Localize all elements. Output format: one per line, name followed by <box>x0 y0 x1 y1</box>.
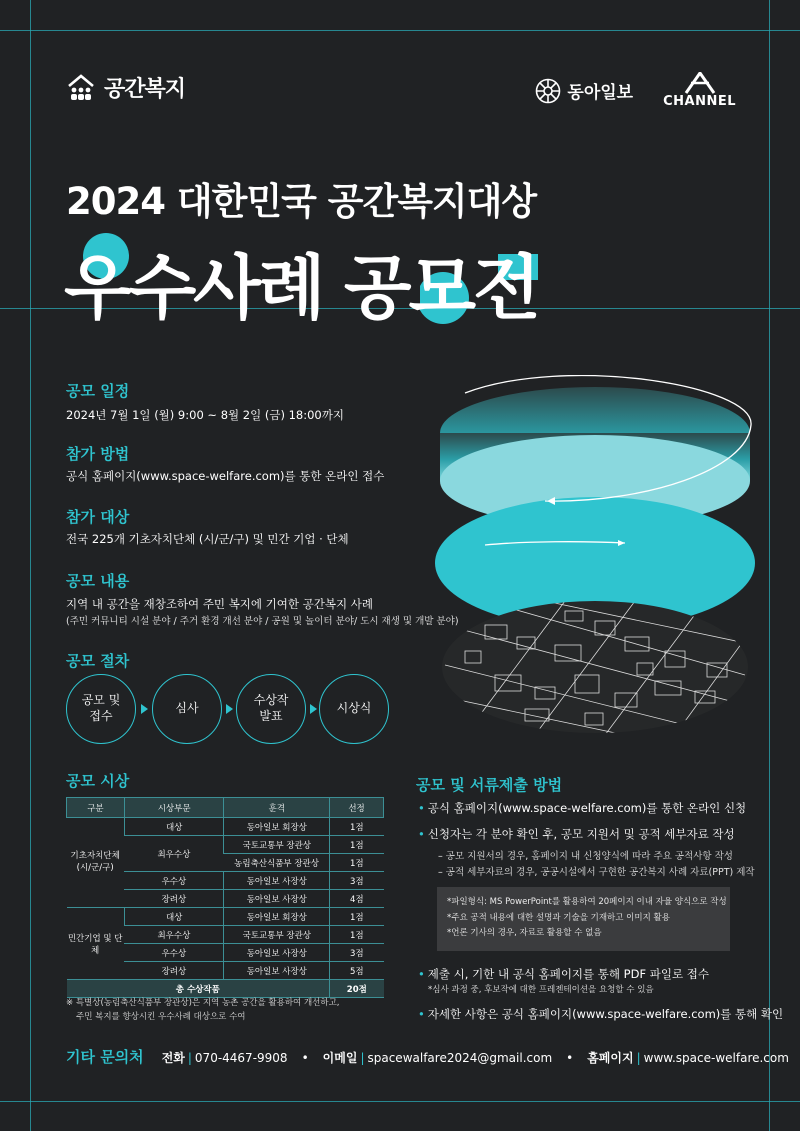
honor-cell: 국토교통부 장관상 <box>224 926 330 944</box>
process-step-announce: 수상작 발표 <box>236 674 306 744</box>
space-welfare-logo <box>66 72 185 103</box>
category-cell: 장려상 <box>124 890 224 908</box>
web-value[interactable]: www.space-welfare.com <box>643 1051 789 1065</box>
method-text: 공식 홈페이지(www.space-welfare.com)를 통한 온라인 접수 <box>66 469 385 483</box>
web-label: 홈페이지 <box>587 1051 634 1065</box>
bullet-icon: • <box>418 827 425 841</box>
phone-value: 070-4467-9908 <box>194 1051 288 1065</box>
process-step-apply: 공모 및 접수 <box>66 674 136 744</box>
awards-table <box>66 797 384 998</box>
column-header: 선정 <box>330 798 384 818</box>
arrow-icon <box>141 704 148 714</box>
channel-a-logo <box>663 72 736 109</box>
guide-line <box>30 0 31 1131</box>
contact-heading: 기타 문의처 <box>66 1048 144 1066</box>
count-cell: 1점 <box>330 854 384 872</box>
separator-dot: • <box>566 1051 574 1065</box>
logo-text: 공간복지 <box>104 77 186 102</box>
honor-cell: 동아일보 사장상 <box>224 890 330 908</box>
honor-cell: 농림축산식품부 장관상 <box>224 854 330 872</box>
arrow-icon <box>310 704 317 714</box>
count-cell: 1점 <box>330 926 384 944</box>
honor-cell: 동아일보 회장상 <box>224 908 330 926</box>
process-heading: 공모 절차 <box>66 652 130 670</box>
submission-heading: 공모 및 서류제출 방법 <box>416 776 563 794</box>
count-cell: 4점 <box>330 890 384 908</box>
awards-heading: 공모 시상 <box>66 772 130 790</box>
honor-cell: 국토교통부 장관상 <box>224 836 330 854</box>
category-cell: 장려상 <box>124 962 224 980</box>
group-cell: 기초자치단체 (시/군/구) <box>67 818 125 908</box>
group-cell: 민간기업 및 단체 <box>67 908 125 980</box>
contact-email: 이메일 | spacewalfare2024@gmail.com <box>322 1051 553 1065</box>
total-row <box>67 980 384 998</box>
process-step-review: 심사 <box>152 674 222 744</box>
count-cell: 3점 <box>330 872 384 890</box>
submission-item <box>418 966 709 982</box>
count-cell: 5점 <box>330 962 384 980</box>
house-icon <box>66 73 96 103</box>
channel-logo-text: CHANNEL <box>663 94 736 109</box>
guide-line <box>769 0 770 1131</box>
count-cell: 1점 <box>330 908 384 926</box>
submission-text: 자세한 사항은 공식 홈페이지(www.space-welfare.com)를 통해 확인 <box>427 1007 784 1021</box>
submission-item <box>418 826 735 842</box>
table-row <box>67 818 384 836</box>
schedule-heading: 공모 일정 <box>66 382 130 400</box>
submission-subtext: – 공적 세부자료의 경우, 공공시설에서 구현한 공간복지 사례 자료(PPT) 제작 <box>438 867 755 878</box>
page-subtitle: 2024 대한민국 공간복지대상 <box>66 180 537 223</box>
contact-phone: 전화 | 070-4467-9908 <box>161 1051 288 1065</box>
schedule-text: 2024년 7월 1일 (월) 9:00 ~ 8월 2일 (금) 18:00까지 <box>66 408 344 422</box>
submission-text: 공식 홈페이지(www.space-welfare.com)를 통한 온라인 신청 <box>427 801 747 815</box>
sponsor-logos <box>535 72 736 109</box>
table-row <box>67 908 384 926</box>
content-heading: 공모 내용 <box>66 572 130 590</box>
separator-dot: • <box>301 1051 309 1065</box>
box-line: *주요 공적 내용에 대한 설명과 기술을 기재하고 이미지 활용 <box>447 912 670 923</box>
category-cell: 최우수상 <box>124 926 224 944</box>
category-cell: 대상 <box>124 908 224 926</box>
process-step-ceremony: 시상식 <box>319 674 389 744</box>
target-text: 전국 225개 기초자치단체 (시/군/구) 및 민간 기업 · 단체 <box>66 532 349 546</box>
column-header: 구분 <box>67 798 125 818</box>
category-cell: 우수상 <box>124 944 224 962</box>
box-line: *언론 기사의 경우, 자료로 활용할 수 없음 <box>447 928 602 939</box>
contact-bar <box>66 1046 789 1067</box>
email-label: 이메일 <box>322 1051 358 1065</box>
donga-logo-text: 동아일보 <box>567 83 634 103</box>
target-heading: 참가 대상 <box>66 508 130 526</box>
honor-cell: 동아일보 회장상 <box>224 818 330 836</box>
submission-text: 제출 시, 기한 내 공식 홈페이지를 통해 PDF 파일로 접수 <box>427 967 709 981</box>
submission-subtext: *심사 과정 중, 후보작에 대한 프레젠테이션을 요청할 수 있음 <box>428 985 654 995</box>
page-title: 우수사례 공모전 <box>64 247 538 329</box>
content-text: 지역 내 공간을 재창조하여 주민 복지에 기여한 공간복지 사례 <box>66 597 373 611</box>
bullet-icon: • <box>418 801 425 815</box>
arrow-icon <box>226 704 233 714</box>
column-header: 시상부문 <box>124 798 224 818</box>
space-discs-illustration <box>425 375 765 735</box>
bullet-icon: • <box>418 967 425 981</box>
honor-cell: 동아일보 사장상 <box>224 962 330 980</box>
category-cell: 대상 <box>124 818 224 836</box>
category-cell: 우수상 <box>124 872 224 890</box>
content-subtext: (주민 커뮤니티 시설 분야 / 주거 환경 개선 분야 / 공원 및 놀이터 분야/ 도시 재생 및 개발 분야) <box>66 616 459 627</box>
guide-line <box>0 1101 800 1102</box>
email-value[interactable]: spacewalfare2024@gmail.com <box>367 1051 553 1065</box>
donga-logo <box>535 78 633 104</box>
bullet-icon: • <box>418 1007 425 1021</box>
honor-cell: 동아일보 사장상 <box>224 944 330 962</box>
count-cell: 3점 <box>330 944 384 962</box>
submission-subtext: – 공모 지원서의 경우, 홈페이지 내 신청양식에 따라 주요 공적사항 작성 <box>438 851 733 862</box>
contact-web: 홈페이지 | www.space-welfare.com <box>587 1051 789 1065</box>
count-cell: 1점 <box>330 818 384 836</box>
column-header: 훈격 <box>224 798 330 818</box>
channel-a-icon <box>683 72 717 94</box>
submission-item <box>418 800 746 816</box>
category-cell: 최우수상 <box>124 836 224 872</box>
total-count: 20점 <box>330 980 384 998</box>
awards-note: 주민 복지를 향상시킨 우수사례 대상으로 수여 <box>76 1012 246 1022</box>
honor-cell: 동아일보 사장상 <box>224 872 330 890</box>
count-cell: 1점 <box>330 836 384 854</box>
guide-line <box>0 30 800 31</box>
phone-label: 전화 <box>161 1051 185 1065</box>
submission-text: 신청자는 각 분야 확인 후, 공모 지원서 및 공적 세부자료 작성 <box>427 827 735 841</box>
method-heading: 참가 방법 <box>66 445 130 463</box>
donga-emblem-icon <box>535 78 561 104</box>
submission-item <box>418 1006 783 1022</box>
box-line: *파일형식: MS PowerPoint를 활용하여 20페이지 이내 자율 양식으로 작성 <box>447 897 727 907</box>
awards-note: ※ 특별상(농림축산식품부 장관상)은 지역 농촌 공간을 활용하여 개선하고, <box>66 998 340 1008</box>
total-label: 총 수상작품 <box>67 980 330 998</box>
file-format-box <box>437 887 730 951</box>
